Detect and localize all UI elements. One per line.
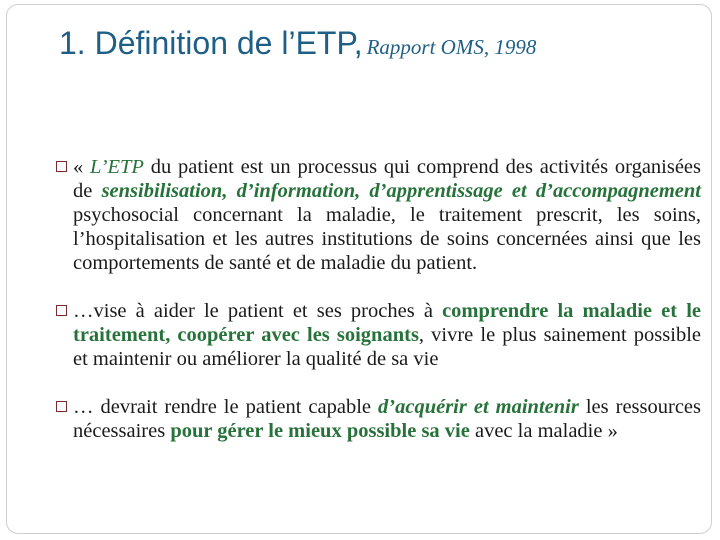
- bullet-text: du patient est un processus qui comprend des activités organisées de: [73, 156, 702, 202]
- bullet-text: les ressources nécessaires: [73, 396, 702, 442]
- bullet-text: psychosocial concernant la maladie, le traitement prescrit, les soins, l’hospitalisation et les autres institutions de soins concernées ainsi que les comportements de santé et de maladie du patient.: [73, 204, 701, 274]
- bullet-definition: [73, 155, 701, 275]
- bullet-text: «: [73, 156, 91, 178]
- highlight-text: d’acquérir et maintenir: [378, 396, 579, 418]
- title-source: Rapport OMS, 1998: [366, 35, 537, 59]
- slide: [6, 4, 712, 534]
- bullet-text: , vivre le plus sainement possible et maintenir ou améliorer la qualité de sa vie: [73, 324, 701, 370]
- bullet-text: avec la maladie »: [469, 420, 618, 442]
- slide-title: [59, 25, 536, 62]
- term-etp: L’ETP: [90, 156, 144, 178]
- hollow-square-bullet-icon: [56, 305, 67, 316]
- bullet-text: …vise à aider le patient et ses proches à: [73, 300, 443, 322]
- highlight-text: comprendre la maladie et le traitement, coopérer avec les soignants: [73, 300, 702, 346]
- bullet-list: [73, 155, 701, 443]
- bullet-text: … devrait rendre le patient capable: [73, 396, 379, 418]
- bullet-aim: [73, 299, 701, 371]
- title-main: 1. Définition de l’ETP,: [59, 25, 363, 61]
- bullet-capability: [73, 395, 701, 443]
- highlight-text: sensibilisation, d’information, d’apprentissage et d’accompagnement: [101, 180, 701, 202]
- hollow-square-bullet-icon: [56, 401, 67, 412]
- hollow-square-bullet-icon: [56, 161, 67, 172]
- highlight-text: pour gérer le mieux possible sa vie: [170, 420, 470, 442]
